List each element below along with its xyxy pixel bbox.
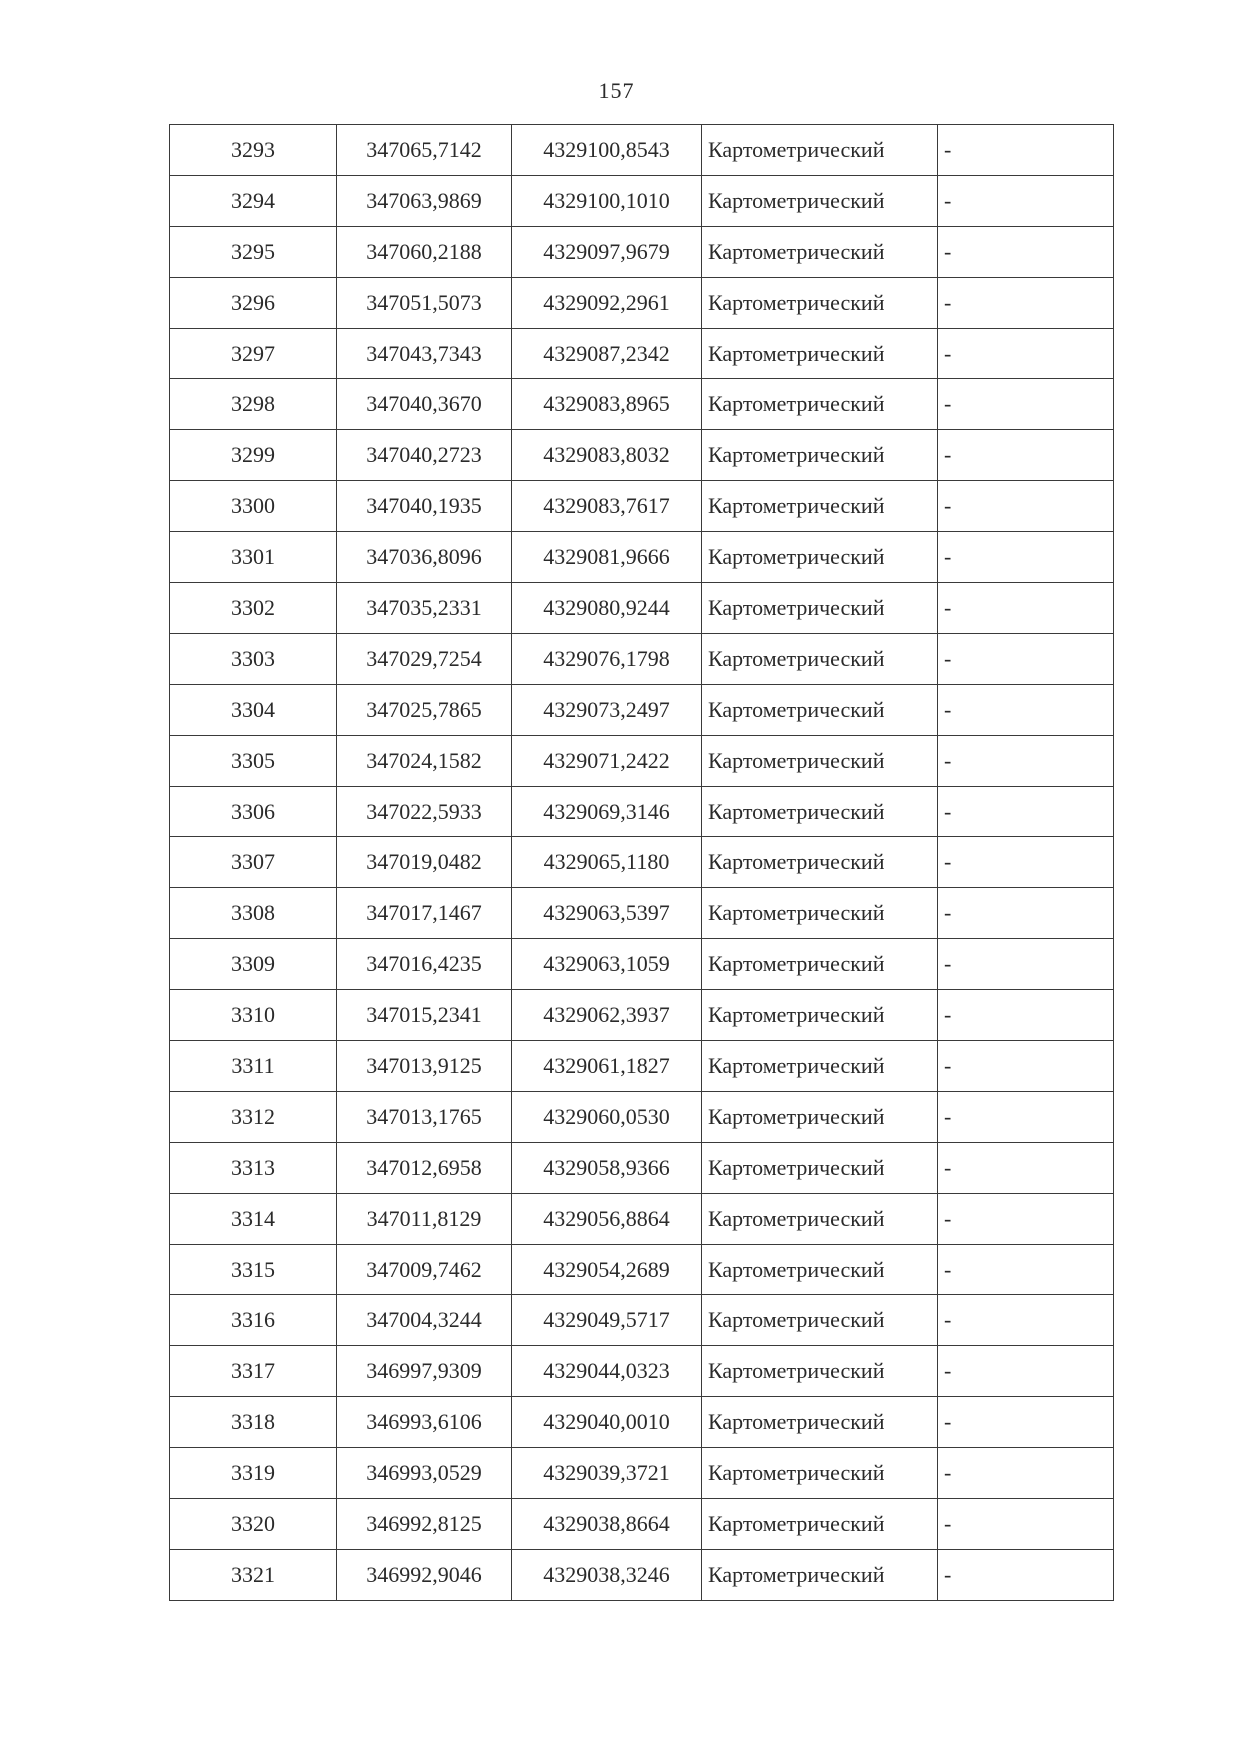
y-coordinate-cell: 4329092,2961: [512, 277, 702, 328]
note-cell: -: [938, 939, 1114, 990]
method-cell: Картометрический: [702, 735, 938, 786]
point-number-cell: 3308: [170, 888, 337, 939]
method-cell: Картометрический: [702, 684, 938, 735]
note-cell: -: [938, 379, 1114, 430]
note-cell: -: [938, 1549, 1114, 1600]
table-row: [170, 1499, 1114, 1550]
x-coordinate-cell: 347017,1467: [337, 888, 512, 939]
note-cell: -: [938, 1499, 1114, 1550]
method-cell: Картометрический: [702, 125, 938, 176]
y-coordinate-cell: 4329083,8965: [512, 379, 702, 430]
table-row: [170, 430, 1114, 481]
note-cell: -: [938, 328, 1114, 379]
x-coordinate-cell: 346993,6106: [337, 1397, 512, 1448]
y-coordinate-cell: 4329065,1180: [512, 837, 702, 888]
point-number-cell: 3306: [170, 786, 337, 837]
y-coordinate-cell: 4329100,1010: [512, 175, 702, 226]
y-coordinate-cell: 4329081,9666: [512, 532, 702, 583]
x-coordinate-cell: 347040,3670: [337, 379, 512, 430]
x-coordinate-cell: 346992,8125: [337, 1499, 512, 1550]
y-coordinate-cell: 4329080,9244: [512, 583, 702, 634]
x-coordinate-cell: 347024,1582: [337, 735, 512, 786]
x-coordinate-cell: 347013,9125: [337, 1041, 512, 1092]
note-cell: -: [938, 684, 1114, 735]
point-number-cell: 3303: [170, 633, 337, 684]
x-coordinate-cell: 346992,9046: [337, 1549, 512, 1600]
table-row: [170, 175, 1114, 226]
y-coordinate-cell: 4329076,1798: [512, 633, 702, 684]
y-coordinate-cell: 4329038,3246: [512, 1549, 702, 1600]
table-row: [170, 990, 1114, 1041]
table-row: [170, 1448, 1114, 1499]
method-cell: Картометрический: [702, 939, 938, 990]
x-coordinate-cell: 347004,3244: [337, 1295, 512, 1346]
method-cell: Картометрический: [702, 175, 938, 226]
method-cell: Картометрический: [702, 430, 938, 481]
x-coordinate-cell: 347040,2723: [337, 430, 512, 481]
x-coordinate-cell: 347051,5073: [337, 277, 512, 328]
table-row: [170, 1244, 1114, 1295]
note-cell: -: [938, 1346, 1114, 1397]
x-coordinate-cell: 347060,2188: [337, 226, 512, 277]
point-number-cell: 3296: [170, 277, 337, 328]
y-coordinate-cell: 4329097,9679: [512, 226, 702, 277]
table-row: [170, 1549, 1114, 1600]
method-cell: Картометрический: [702, 1499, 938, 1550]
table-row: [170, 379, 1114, 430]
note-cell: -: [938, 1244, 1114, 1295]
x-coordinate-cell: 346993,0529: [337, 1448, 512, 1499]
point-number-cell: 3294: [170, 175, 337, 226]
method-cell: Картометрический: [702, 1041, 938, 1092]
table-row: [170, 583, 1114, 634]
y-coordinate-cell: 4329100,8543: [512, 125, 702, 176]
table-row: [170, 328, 1114, 379]
x-coordinate-cell: 347063,9869: [337, 175, 512, 226]
note-cell: -: [938, 1041, 1114, 1092]
page-number: 157: [598, 78, 635, 103]
x-coordinate-cell: 347036,8096: [337, 532, 512, 583]
point-number-cell: 3321: [170, 1549, 337, 1600]
method-cell: Картометрический: [702, 1549, 938, 1600]
note-cell: -: [938, 1397, 1114, 1448]
point-number-cell: 3300: [170, 481, 337, 532]
y-coordinate-cell: 4329083,7617: [512, 481, 702, 532]
method-cell: Картометрический: [702, 1091, 938, 1142]
table-row: [170, 633, 1114, 684]
x-coordinate-cell: 347022,5933: [337, 786, 512, 837]
note-cell: -: [938, 532, 1114, 583]
y-coordinate-cell: 4329058,9366: [512, 1142, 702, 1193]
method-cell: Картометрический: [702, 837, 938, 888]
point-number-cell: 3295: [170, 226, 337, 277]
x-coordinate-cell: 347025,7865: [337, 684, 512, 735]
point-number-cell: 3302: [170, 583, 337, 634]
method-cell: Картометрический: [702, 583, 938, 634]
method-cell: Картометрический: [702, 990, 938, 1041]
method-cell: Картометрический: [702, 1397, 938, 1448]
table-row: [170, 1346, 1114, 1397]
y-coordinate-cell: 4329056,8864: [512, 1193, 702, 1244]
method-cell: Картометрический: [702, 328, 938, 379]
method-cell: Картометрический: [702, 888, 938, 939]
y-coordinate-cell: 4329040,0010: [512, 1397, 702, 1448]
point-number-cell: 3298: [170, 379, 337, 430]
table-row: [170, 481, 1114, 532]
point-number-cell: 3313: [170, 1142, 337, 1193]
y-coordinate-cell: 4329069,3146: [512, 786, 702, 837]
table-row: [170, 1041, 1114, 1092]
x-coordinate-cell: 347011,8129: [337, 1193, 512, 1244]
method-cell: Картометрический: [702, 633, 938, 684]
x-coordinate-cell: 347012,6958: [337, 1142, 512, 1193]
x-coordinate-cell: 347035,2331: [337, 583, 512, 634]
method-cell: Картометрический: [702, 277, 938, 328]
point-number-cell: 3319: [170, 1448, 337, 1499]
note-cell: -: [938, 633, 1114, 684]
table-row: [170, 532, 1114, 583]
point-number-cell: 3309: [170, 939, 337, 990]
table-row: [170, 1397, 1114, 1448]
y-coordinate-cell: 4329061,1827: [512, 1041, 702, 1092]
note-cell: -: [938, 1295, 1114, 1346]
table-row: [170, 125, 1114, 176]
table-row: [170, 786, 1114, 837]
method-cell: Картометрический: [702, 1448, 938, 1499]
method-cell: Картометрический: [702, 1295, 938, 1346]
x-coordinate-cell: 347043,7343: [337, 328, 512, 379]
x-coordinate-cell: 347029,7254: [337, 633, 512, 684]
x-coordinate-cell: 347015,2341: [337, 990, 512, 1041]
point-number-cell: 3312: [170, 1091, 337, 1142]
note-cell: -: [938, 277, 1114, 328]
point-number-cell: 3316: [170, 1295, 337, 1346]
y-coordinate-cell: 4329071,2422: [512, 735, 702, 786]
note-cell: -: [938, 735, 1114, 786]
x-coordinate-cell: 347065,7142: [337, 125, 512, 176]
y-coordinate-cell: 4329073,2497: [512, 684, 702, 735]
coordinates-table: [169, 124, 1114, 1601]
point-number-cell: 3314: [170, 1193, 337, 1244]
table-row: [170, 939, 1114, 990]
coordinates-table-body: [170, 125, 1114, 1601]
table-row: [170, 1142, 1114, 1193]
note-cell: -: [938, 1448, 1114, 1499]
table-row: [170, 1193, 1114, 1244]
method-cell: Картометрический: [702, 532, 938, 583]
point-number-cell: 3305: [170, 735, 337, 786]
note-cell: -: [938, 481, 1114, 532]
x-coordinate-cell: 346997,9309: [337, 1346, 512, 1397]
note-cell: -: [938, 837, 1114, 888]
y-coordinate-cell: 4329083,8032: [512, 430, 702, 481]
table-row: [170, 277, 1114, 328]
point-number-cell: 3310: [170, 990, 337, 1041]
x-coordinate-cell: 347009,7462: [337, 1244, 512, 1295]
y-coordinate-cell: 4329054,2689: [512, 1244, 702, 1295]
y-coordinate-cell: 4329063,1059: [512, 939, 702, 990]
table-row: [170, 1091, 1114, 1142]
note-cell: -: [938, 786, 1114, 837]
table-row: [170, 888, 1114, 939]
note-cell: -: [938, 430, 1114, 481]
table-row: [170, 837, 1114, 888]
point-number-cell: 3293: [170, 125, 337, 176]
point-number-cell: 3317: [170, 1346, 337, 1397]
point-number-cell: 3315: [170, 1244, 337, 1295]
x-coordinate-cell: 347040,1935: [337, 481, 512, 532]
y-coordinate-cell: 4329063,5397: [512, 888, 702, 939]
y-coordinate-cell: 4329049,5717: [512, 1295, 702, 1346]
point-number-cell: 3299: [170, 430, 337, 481]
point-number-cell: 3318: [170, 1397, 337, 1448]
table-row: [170, 1295, 1114, 1346]
y-coordinate-cell: 4329060,0530: [512, 1091, 702, 1142]
point-number-cell: 3320: [170, 1499, 337, 1550]
note-cell: -: [938, 226, 1114, 277]
method-cell: Картометрический: [702, 1244, 938, 1295]
point-number-cell: 3301: [170, 532, 337, 583]
note-cell: -: [938, 175, 1114, 226]
method-cell: Картометрический: [702, 379, 938, 430]
point-number-cell: 3297: [170, 328, 337, 379]
x-coordinate-cell: 347016,4235: [337, 939, 512, 990]
point-number-cell: 3304: [170, 684, 337, 735]
method-cell: Картометрический: [702, 226, 938, 277]
x-coordinate-cell: 347019,0482: [337, 837, 512, 888]
note-cell: -: [938, 1142, 1114, 1193]
method-cell: Картометрический: [702, 1142, 938, 1193]
table-row: [170, 226, 1114, 277]
method-cell: Картометрический: [702, 786, 938, 837]
note-cell: -: [938, 1091, 1114, 1142]
y-coordinate-cell: 4329062,3937: [512, 990, 702, 1041]
note-cell: -: [938, 125, 1114, 176]
method-cell: Картометрический: [702, 1346, 938, 1397]
table-row: [170, 735, 1114, 786]
note-cell: -: [938, 1193, 1114, 1244]
note-cell: -: [938, 888, 1114, 939]
point-number-cell: 3307: [170, 837, 337, 888]
y-coordinate-cell: 4329039,3721: [512, 1448, 702, 1499]
y-coordinate-cell: 4329044,0323: [512, 1346, 702, 1397]
y-coordinate-cell: 4329038,8664: [512, 1499, 702, 1550]
point-number-cell: 3311: [170, 1041, 337, 1092]
note-cell: -: [938, 583, 1114, 634]
note-cell: -: [938, 990, 1114, 1041]
x-coordinate-cell: 347013,1765: [337, 1091, 512, 1142]
method-cell: Картометрический: [702, 481, 938, 532]
method-cell: Картометрический: [702, 1193, 938, 1244]
table-row: [170, 684, 1114, 735]
y-coordinate-cell: 4329087,2342: [512, 328, 702, 379]
